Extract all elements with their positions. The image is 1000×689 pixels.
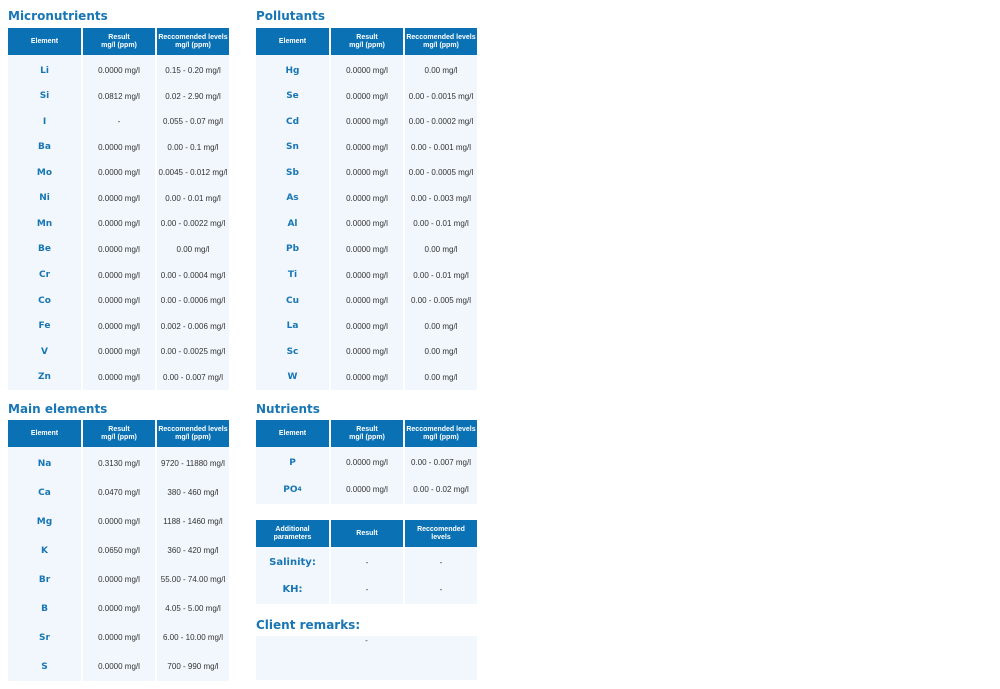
result-cell: 0.0000 mg/l <box>98 244 140 254</box>
additional-parameters-table <box>256 520 477 604</box>
element-cell: Co <box>38 295 51 306</box>
result-cell: 0.0000 mg/l <box>98 321 140 331</box>
table-header <box>8 420 229 447</box>
header-result: Result mg/l (ppm) <box>331 420 403 447</box>
result-cell: 0.0000 mg/l <box>346 142 388 152</box>
result-cell: 0.0000 mg/l <box>98 193 140 203</box>
element-cell: W <box>287 372 298 383</box>
levels-column <box>405 447 477 504</box>
nutrients-title: Nutrients <box>256 402 320 416</box>
header-element: Element <box>8 420 81 447</box>
result-column <box>331 55 403 390</box>
header-element: Element <box>8 28 81 55</box>
result-cell: 0.0000 mg/l <box>346 372 388 382</box>
result-cell: 0.3130 mg/l <box>98 459 140 468</box>
levels-cell: 0.00 mg/l <box>424 66 458 76</box>
param-cell: Salinity: <box>269 557 316 568</box>
element-cell: Cd <box>285 116 300 127</box>
result-cell: 0.0000 mg/l <box>98 604 140 613</box>
result-column <box>83 55 155 390</box>
result-cell: 0.0000 mg/l <box>346 66 388 76</box>
levels-cell: - <box>439 585 443 594</box>
levels-cell: 0.0045 - 0.012 mg/l <box>158 168 228 178</box>
levels-cell: 700 - 990 mg/l <box>167 662 219 671</box>
element-column <box>256 447 329 504</box>
levels-cell: 55.00 - 74.00 mg/l <box>160 575 226 584</box>
element-cell: Ti <box>287 270 298 281</box>
header-element: Element <box>256 420 329 447</box>
result-cell: 0.0000 mg/l <box>98 633 140 642</box>
levels-cell: 0.00 - 0.0005 mg/l <box>408 168 474 178</box>
header-element: Element <box>256 28 329 55</box>
levels-cell: 0.00 - 0.007 mg/l <box>162 372 224 382</box>
levels-column <box>405 547 477 604</box>
result-cell: 0.0000 mg/l <box>346 296 388 306</box>
element-cell: Ca <box>38 487 51 498</box>
element-cell: P <box>289 457 296 468</box>
result-cell: 0.0000 mg/l <box>98 517 140 526</box>
element-cell: Pb <box>285 244 300 255</box>
subscript: 4 <box>297 486 302 493</box>
element-cell: V <box>41 346 48 357</box>
param-cell: KH: <box>282 584 303 595</box>
result-cell: 0.0000 mg/l <box>98 270 140 280</box>
header-param: Additional parameters <box>256 520 329 547</box>
result-cell: 0.0650 mg/l <box>98 546 140 555</box>
table-header <box>8 28 229 55</box>
header-levels: Reccomended levels mg/l (ppm) <box>157 420 229 447</box>
element-cell: B <box>41 603 48 614</box>
element-cell: I <box>42 116 47 127</box>
levels-cell: 0.00 - 0.1 mg/l <box>167 142 219 152</box>
levels-cell: 360 - 420 mg/l <box>167 546 219 555</box>
result-cell: 0.0000 mg/l <box>98 168 140 178</box>
levels-cell: 0.00 mg/l <box>424 244 458 254</box>
levels-column <box>405 55 477 390</box>
element-cell: S <box>41 661 48 672</box>
result-cell: - <box>365 585 369 594</box>
client-remarks-title: Client remarks: <box>256 618 361 632</box>
levels-cell: 0.00 - 0.005 mg/l <box>410 296 472 306</box>
result-column <box>331 447 403 504</box>
result-cell: 0.0000 mg/l <box>346 193 388 203</box>
pollutants-title: Pollutants <box>256 9 326 23</box>
levels-cell: 0.00 - 0.0025 mg/l <box>160 347 226 357</box>
micronutrients-table <box>8 28 229 390</box>
levels-cell: 0.15 - 0.20 mg/l <box>165 66 221 76</box>
result-cell: 0.0000 mg/l <box>346 270 388 280</box>
result-cell: 0.0000 mg/l <box>346 91 388 101</box>
levels-cell: 0.00 - 0.01 mg/l <box>413 219 469 229</box>
result-cell: 0.0000 mg/l <box>98 347 140 357</box>
result-cell: 0.0000 mg/l <box>346 485 388 494</box>
element-cell: Mn <box>36 218 53 229</box>
micronutrients-title: Micronutrients <box>8 9 108 23</box>
header-result: Result mg/l (ppm) <box>83 420 155 447</box>
pollutants-table <box>256 28 477 390</box>
levels-cell: 0.00 - 0.001 mg/l <box>410 142 472 152</box>
element-cell: La <box>286 321 299 332</box>
result-cell: 0.0000 mg/l <box>346 117 388 127</box>
result-cell: 0.0470 mg/l <box>98 488 140 497</box>
nutrients-table <box>256 420 477 504</box>
result-cell: 0.0000 mg/l <box>346 244 388 254</box>
levels-cell: 1188 - 1460 mg/l <box>163 517 223 526</box>
result-cell: 0.0000 mg/l <box>346 458 388 467</box>
levels-cell: - <box>439 558 443 567</box>
element-cell: Mo <box>36 167 53 178</box>
element-cell: Mg <box>36 516 53 527</box>
levels-cell: 0.00 - 0.01 mg/l <box>165 193 221 203</box>
levels-cell: 380 - 460 mg/l <box>167 488 219 497</box>
element-cell: Zn <box>38 372 51 383</box>
param-column <box>256 547 329 604</box>
levels-cell: 0.02 - 2.90 mg/l <box>165 91 221 101</box>
element-cell: Se <box>286 91 299 102</box>
result-cell: 0.0000 mg/l <box>98 372 140 382</box>
element-cell: Sn <box>286 142 299 153</box>
element-column <box>256 55 329 390</box>
result-cell: 0.0000 mg/l <box>98 662 140 671</box>
element-cell: Al <box>287 218 298 229</box>
levels-cell: 0.00 - 0.003 mg/l <box>410 193 472 203</box>
header-levels: Reccomended levels mg/l (ppm) <box>157 28 229 55</box>
element-cell: Li <box>40 65 49 76</box>
element-cell: Sb <box>286 167 299 178</box>
result-cell: 0.0000 mg/l <box>346 347 388 357</box>
levels-cell: 0.00 - 0.0022 mg/l <box>160 219 226 229</box>
levels-cell: 0.00 - 0.01 mg/l <box>413 270 469 280</box>
element-column <box>8 55 81 390</box>
table-header <box>256 28 477 55</box>
element-cell: Cu <box>285 295 299 306</box>
result-cell: 0.0000 mg/l <box>98 66 140 76</box>
main-elements-title: Main elements <box>8 402 108 416</box>
levels-cell: 0.00 - 0.0004 mg/l <box>160 270 226 280</box>
levels-cell: 0.00 mg/l <box>424 321 458 331</box>
result-cell: 0.0000 mg/l <box>98 142 140 152</box>
levels-cell: 0.00 mg/l <box>424 347 458 357</box>
result-cell: 0.0812 mg/l <box>98 91 140 101</box>
result-cell: - <box>365 558 369 567</box>
levels-cell: 0.00 mg/l <box>424 372 458 382</box>
element-cell: Sc <box>286 346 299 357</box>
levels-cell: 9720 - 11880 mg/l <box>161 459 225 468</box>
result-cell: 0.0000 mg/l <box>98 296 140 306</box>
element-cell: Sr <box>39 632 50 643</box>
client-remarks-value: - <box>365 636 368 645</box>
levels-cell: 6.00 - 10.00 mg/l <box>162 633 224 642</box>
header-result: Result mg/l (ppm) <box>83 28 155 55</box>
result-cell: 0.0000 mg/l <box>346 168 388 178</box>
element-cell: PO 4 <box>283 484 302 495</box>
element-cell: Na <box>37 458 52 469</box>
header-result: Result mg/l (ppm) <box>331 28 403 55</box>
element-cell: Fe <box>38 321 51 332</box>
result-column <box>331 547 403 604</box>
levels-cell: 0.00 - 0.0002 mg/l <box>408 117 474 127</box>
levels-cell: 0.055 - 0.07 mg/l <box>162 117 224 127</box>
levels-cell: 0.00 - 0.02 mg/l <box>413 485 469 494</box>
client-remarks-box <box>256 636 477 680</box>
result-cell: 0.0000 mg/l <box>346 219 388 229</box>
header-levels: Reccomended levels mg/l (ppm) <box>405 28 477 55</box>
levels-cell: 0.00 - 0.007 mg/l <box>410 458 472 467</box>
element-column <box>8 447 81 681</box>
element-cell: Be <box>38 244 51 255</box>
levels-cell: 0.00 - 0.0006 mg/l <box>160 296 226 306</box>
header-result: Result <box>331 520 403 547</box>
levels-cell: 0.002 - 0.006 mg/l <box>160 321 226 331</box>
element-cell: Si <box>39 91 50 102</box>
header-levels: Reccomended levels mg/l (ppm) <box>405 420 477 447</box>
result-cell: 0.0000 mg/l <box>98 219 140 229</box>
levels-cell: 0.00 mg/l <box>176 244 210 254</box>
result-cell: - <box>117 117 121 127</box>
element-cell: Ba <box>38 142 51 153</box>
element-cell: Ni <box>39 193 50 204</box>
levels-column <box>157 55 229 390</box>
main-elements-table <box>8 420 229 681</box>
result-cell: 0.0000 mg/l <box>346 321 388 331</box>
result-column <box>83 447 155 681</box>
table-header <box>256 420 477 447</box>
table-header <box>256 520 477 547</box>
result-cell: 0.0000 mg/l <box>98 575 140 584</box>
element-cell: Cr <box>38 270 51 281</box>
header-levels: Reccomended levels <box>405 520 477 547</box>
levels-cell: 4.05 - 5.00 mg/l <box>165 604 221 613</box>
element-cell: Br <box>38 574 51 585</box>
levels-cell: 0.00 - 0.0015 mg/l <box>408 91 474 101</box>
element-cell: K <box>41 545 48 556</box>
element-cell: As <box>286 193 299 204</box>
element-cell: Hg <box>285 65 300 76</box>
levels-column <box>157 447 229 681</box>
